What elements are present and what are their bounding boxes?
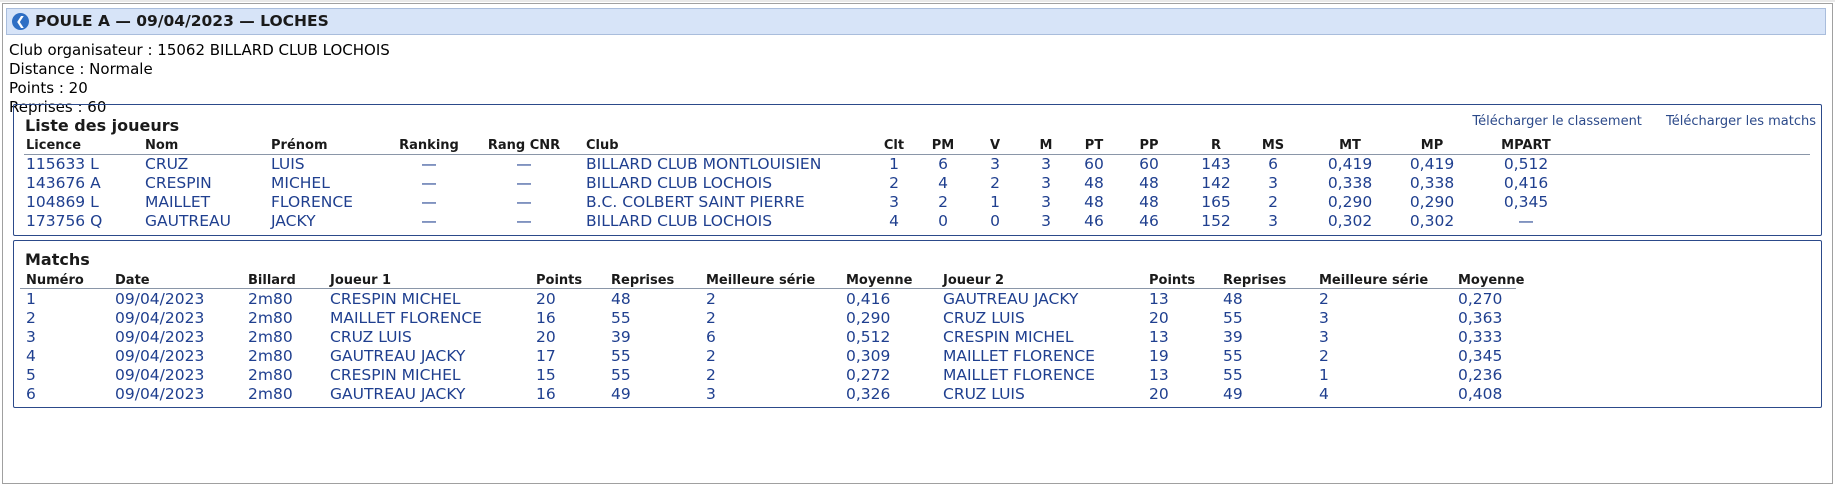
players-cell: 0,290: [1409, 193, 1455, 211]
matches-cell: 0,326: [846, 385, 891, 403]
players-cell: 6: [1268, 155, 1278, 173]
matches-cell: 2: [1319, 347, 1329, 365]
players-cell: —: [421, 193, 437, 211]
players-title: Liste des joueurs: [25, 116, 180, 135]
matches-header-divider: [20, 288, 1516, 289]
matches-col-header: Date: [115, 273, 150, 288]
matches-cell: 49: [1223, 385, 1243, 403]
players-cell: MICHEL: [271, 174, 330, 192]
players-cell: 48: [1084, 174, 1104, 192]
players-col-header: Prénom: [271, 138, 328, 153]
matches-cell: GAUTREAU JACKY: [330, 385, 466, 403]
players-cell: CRESPIN: [145, 174, 212, 192]
players-col-header: PT: [1084, 138, 1104, 153]
players-col-header: MT: [1339, 138, 1361, 153]
matches-cell: 09/04/2023: [115, 366, 205, 384]
matches-title: Matchs: [25, 250, 90, 269]
players-cell: 0: [938, 212, 948, 230]
matches-cell: 16: [536, 309, 556, 327]
players-col-header: R: [1210, 138, 1221, 153]
matches-cell: 20: [536, 328, 556, 346]
players-col-header: MP: [1420, 138, 1444, 153]
matches-cell: 2m80: [248, 328, 293, 346]
players-cell: 3: [1268, 174, 1278, 192]
players-col-header: Rang CNR: [487, 138, 561, 153]
matches-cell: 55: [611, 309, 631, 327]
players-cell: 1: [990, 193, 1000, 211]
matches-cell: 1: [26, 290, 36, 308]
players-cell: FLORENCE: [271, 193, 353, 211]
players-cell: CRUZ: [145, 155, 189, 173]
players-cell: —: [516, 193, 532, 211]
players-col-header: Ranking: [399, 138, 459, 153]
players-cell: 115633 L: [26, 155, 99, 173]
matches-cell: 55: [611, 347, 631, 365]
matches-cell: 09/04/2023: [115, 328, 205, 346]
matches-col-header: Points: [536, 273, 583, 288]
pool-header: [6, 8, 1826, 35]
players-cell: 3: [990, 155, 1000, 173]
players-cell: 0,338: [1327, 174, 1373, 192]
players-col-header: Nom: [145, 138, 179, 153]
back-arrow-icon[interactable]: ❮: [12, 13, 29, 30]
matches-cell: 3: [1319, 328, 1329, 346]
matches-cell: MAILLET FLORENCE: [943, 347, 1095, 365]
players-cell: 1: [889, 155, 899, 173]
players-cell: 6: [938, 155, 948, 173]
download-ranking-link[interactable]: Télécharger le classement: [1472, 114, 1642, 129]
players-cell: GAUTREAU: [145, 212, 231, 230]
distance-info: Distance : Normale: [9, 60, 153, 78]
matches-cell: 3: [706, 385, 716, 403]
matches-cell: CRUZ LUIS: [943, 309, 1025, 327]
matches-cell: 09/04/2023: [115, 290, 205, 308]
matches-cell: GAUTREAU JACKY: [330, 347, 466, 365]
players-cell: 3: [1041, 193, 1051, 211]
matches-cell: 4: [26, 347, 36, 365]
matches-cell: 3: [1319, 309, 1329, 327]
players-cell: —: [516, 174, 532, 192]
players-cell: 165: [1201, 193, 1231, 211]
players-cell: 143: [1201, 155, 1231, 173]
matches-cell: 0,272: [846, 366, 891, 384]
matches-col-header: Points: [1149, 273, 1196, 288]
matches-cell: 55: [611, 366, 631, 384]
players-cell: 0,512: [1503, 155, 1549, 173]
matches-cell: GAUTREAU JACKY: [943, 290, 1079, 308]
matches-col-header: Joueur 1: [330, 273, 392, 288]
matches-cell: 0,290: [846, 309, 891, 327]
players-cell: —: [421, 155, 437, 173]
matches-cell: 19: [1149, 347, 1169, 365]
players-cell: 143676 A: [26, 174, 101, 192]
matches-cell: MAILLET FLORENCE: [943, 366, 1095, 384]
matches-col-header: Joueur 2: [943, 273, 1005, 288]
players-cell: JACKY: [271, 212, 316, 230]
matches-cell: 39: [611, 328, 631, 346]
matches-cell: CRUZ LUIS: [330, 328, 412, 346]
matches-cell: 1: [1319, 366, 1329, 384]
players-cell: —: [421, 174, 437, 192]
matches-cell: 0,270: [1458, 290, 1503, 308]
matches-cell: 2m80: [248, 385, 293, 403]
players-cell: —: [1518, 212, 1534, 230]
players-cell: 142: [1201, 174, 1231, 192]
matches-cell: 20: [1149, 385, 1169, 403]
matches-cell: 17: [536, 347, 556, 365]
players-cell: 0,302: [1327, 212, 1373, 230]
players-cell: 0,338: [1409, 174, 1455, 192]
players-cell: 3: [1268, 212, 1278, 230]
players-cell: 2: [938, 193, 948, 211]
players-cell: 3: [1041, 174, 1051, 192]
players-cell: BILLARD CLUB MONTLOUISIEN: [586, 155, 822, 173]
players-cell: —: [516, 212, 532, 230]
players-cell: 0,290: [1327, 193, 1373, 211]
players-col-header: Club: [586, 138, 619, 153]
matches-cell: 0,363: [1458, 309, 1503, 327]
players-cell: BILLARD CLUB LOCHOIS: [586, 174, 773, 192]
matches-panel: [13, 240, 1822, 408]
players-cell: 0,416: [1503, 174, 1549, 192]
players-cell: 0,302: [1409, 212, 1455, 230]
players-cell: 48: [1139, 193, 1159, 211]
players-cell: LUIS: [271, 155, 305, 173]
players-cell: 48: [1084, 193, 1104, 211]
players-cell: 46: [1139, 212, 1159, 230]
top-divider: [0, 0, 1835, 2]
matches-col-header: Numéro: [26, 273, 84, 288]
players-cell: 3: [889, 193, 899, 211]
matches-cell: CRESPIN MICHEL: [943, 328, 1074, 346]
matches-cell: CRESPIN MICHEL: [330, 290, 461, 308]
matches-cell: MAILLET FLORENCE: [330, 309, 482, 327]
matches-cell: 49: [611, 385, 631, 403]
matches-cell: 2: [1319, 290, 1329, 308]
matches-cell: 55: [1223, 347, 1243, 365]
points-info: Points : 20: [9, 79, 88, 97]
players-cell: 60: [1139, 155, 1159, 173]
players-col-header: PM: [931, 138, 955, 153]
players-cell: 4: [889, 212, 899, 230]
matches-cell: 0,333: [1458, 328, 1503, 346]
matches-col-header: Meilleure série: [1319, 273, 1429, 288]
matches-cell: 55: [1223, 366, 1243, 384]
players-col-header: V: [989, 138, 1001, 153]
matches-cell: 13: [1149, 366, 1169, 384]
matches-col-header: Meilleure série: [706, 273, 816, 288]
players-cell: 0,345: [1503, 193, 1549, 211]
players-cell: —: [516, 155, 532, 173]
matches-cell: 16: [536, 385, 556, 403]
players-cell: 2: [990, 174, 1000, 192]
matches-cell: 2: [706, 366, 716, 384]
matches-cell: 4: [1319, 385, 1329, 403]
matches-cell: 09/04/2023: [115, 309, 205, 327]
download-matches-link[interactable]: Télécharger les matchs: [1666, 114, 1816, 129]
matches-cell: 13: [1149, 328, 1169, 346]
matches-cell: 15: [536, 366, 556, 384]
players-cell: 0,419: [1327, 155, 1373, 173]
matches-cell: 20: [1149, 309, 1169, 327]
matches-col-header: Reprises: [611, 273, 675, 288]
matches-cell: 48: [611, 290, 631, 308]
matches-cell: CRESPIN MICHEL: [330, 366, 461, 384]
players-cell: MAILLET: [145, 193, 211, 211]
matches-cell: 0,512: [846, 328, 891, 346]
players-cell: 104869 L: [26, 193, 99, 211]
matches-cell: 13: [1149, 290, 1169, 308]
players-cell: 173756 Q: [26, 212, 103, 230]
players-col-header: MPART: [1501, 138, 1551, 153]
matches-cell: 2m80: [248, 347, 293, 365]
matches-cell: CRUZ LUIS: [943, 385, 1025, 403]
players-cell: 3: [1041, 212, 1051, 230]
players-cell: 48: [1139, 174, 1159, 192]
players-cell: 0,419: [1409, 155, 1455, 173]
players-cell: 2: [889, 174, 899, 192]
matches-cell: 0,345: [1458, 347, 1503, 365]
players-cell: 0: [990, 212, 1000, 230]
matches-cell: 55: [1223, 309, 1243, 327]
matches-cell: 2: [706, 290, 716, 308]
matches-cell: 20: [536, 290, 556, 308]
players-col-header: M: [1039, 138, 1053, 153]
pool-title: POULE A — 09/04/2023 — LOCHES: [35, 12, 329, 30]
matches-cell: 6: [26, 385, 36, 403]
matches-cell: 2: [26, 309, 36, 327]
players-col-header: PP: [1139, 138, 1159, 153]
players-cell: 3: [1041, 155, 1051, 173]
matches-cell: 09/04/2023: [115, 347, 205, 365]
matches-cell: 5: [26, 366, 36, 384]
players-cell: 2: [1268, 193, 1278, 211]
matches-cell: 2m80: [248, 366, 293, 384]
matches-cell: 0,408: [1458, 385, 1503, 403]
players-cell: B.C. COLBERT SAINT PIERRE: [586, 193, 805, 211]
matches-cell: 2: [706, 309, 716, 327]
download-links: [1452, 114, 1816, 129]
matches-cell: 2m80: [248, 290, 293, 308]
players-cell: 4: [938, 174, 948, 192]
matches-col-header: Reprises: [1223, 273, 1287, 288]
players-cell: 46: [1084, 212, 1104, 230]
matches-cell: 39: [1223, 328, 1243, 346]
players-col-header: Licence: [26, 138, 82, 153]
matches-col-header: Moyenne: [846, 273, 913, 288]
matches-cell: 2: [706, 347, 716, 365]
players-col-header: MS: [1261, 138, 1285, 153]
matches-col-header: Billard: [248, 273, 296, 288]
players-cell: 60: [1084, 155, 1104, 173]
matches-cell: 0,309: [846, 347, 891, 365]
reprises-info: Reprises : 60: [9, 98, 107, 116]
matches-cell: 48: [1223, 290, 1243, 308]
matches-cell: 0,416: [846, 290, 891, 308]
players-cell: BILLARD CLUB LOCHOIS: [586, 212, 773, 230]
players-col-header: Clt: [883, 138, 905, 153]
matches-cell: 2m80: [248, 309, 293, 327]
matches-cell: 0,236: [1458, 366, 1503, 384]
matches-col-header: Moyenne: [1458, 273, 1525, 288]
players-panel: [13, 104, 1822, 236]
organizer-club: Club organisateur : 15062 BILLARD CLUB LOCHOIS: [9, 41, 390, 59]
players-cell: 152: [1201, 212, 1231, 230]
matches-cell: 6: [706, 328, 716, 346]
matches-cell: 3: [26, 328, 36, 346]
matches-cell: 09/04/2023: [115, 385, 205, 403]
players-cell: —: [421, 212, 437, 230]
